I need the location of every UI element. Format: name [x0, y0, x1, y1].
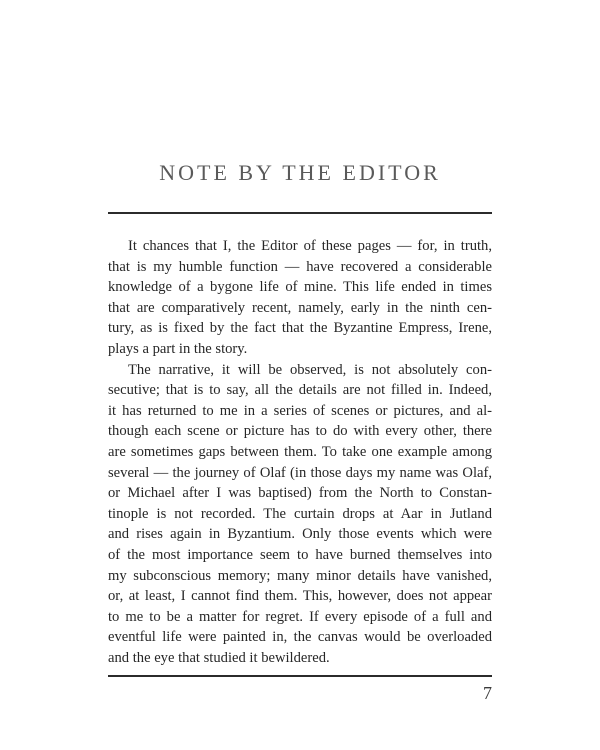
bottom-divider [108, 675, 492, 677]
paragraph-1 [108, 236, 492, 360]
text-line: though each scene or picture has to do with every other, there [108, 423, 492, 440]
text-line: or Michael after I was baptised) from the North to Constan- [108, 485, 492, 502]
text-line: that are comparatively recent, namely, early in the ninth cen- [108, 299, 492, 316]
text-line: tury, as is fixed by the fact that the Byzantine Empress, Irene, [108, 320, 492, 337]
text-line: It chances that I, the Editor of these pages — for, in truth, [128, 238, 492, 254]
text-line: it has returned to me in a series of scenes or pictures, and al- [108, 402, 492, 419]
text-line: to me to be a matter for regret. If every episode of a full and [108, 608, 492, 625]
text-line: plays a part in the story. [108, 340, 248, 357]
paragraph-2 [108, 360, 492, 669]
text-line: or, at least, I cannot find them. This, however, does not appear [108, 588, 492, 605]
text-line: that is my humble function — have recovered a considerable [108, 258, 492, 275]
text-line: secutive; that is to say, all the details are not filled in. Indeed, [108, 382, 492, 399]
body-text [108, 236, 492, 668]
text-line: are sometimes gaps between them. To take one example among [108, 443, 492, 460]
text-line: The narrative, it will be observed, is not absolutely con- [128, 361, 492, 378]
text-line: of the most importance seem to have burned themselves into [108, 546, 492, 563]
top-divider [108, 212, 492, 214]
page-number: 7 [483, 683, 492, 703]
text-line: my subconscious memory; many minor details have vanished, [108, 567, 492, 584]
text-line: eventful life were painted in, the canvas would be overloaded [108, 629, 492, 646]
text-line: tinople is not recorded. The curtain drops at Aar in Jutland [108, 505, 492, 522]
text-line: and the eye that studied it bewildered. [108, 649, 330, 666]
text-line: several — the journey of Olaf (in those days my name was Olaf, [108, 464, 492, 481]
text-line: knowledge of a bygone life of mine. This life ended in times [108, 279, 492, 296]
text-line: and rises again in Byzantium. Only those events which were [108, 526, 492, 543]
chapter-title: NOTE BY THE EDITOR [159, 160, 441, 185]
